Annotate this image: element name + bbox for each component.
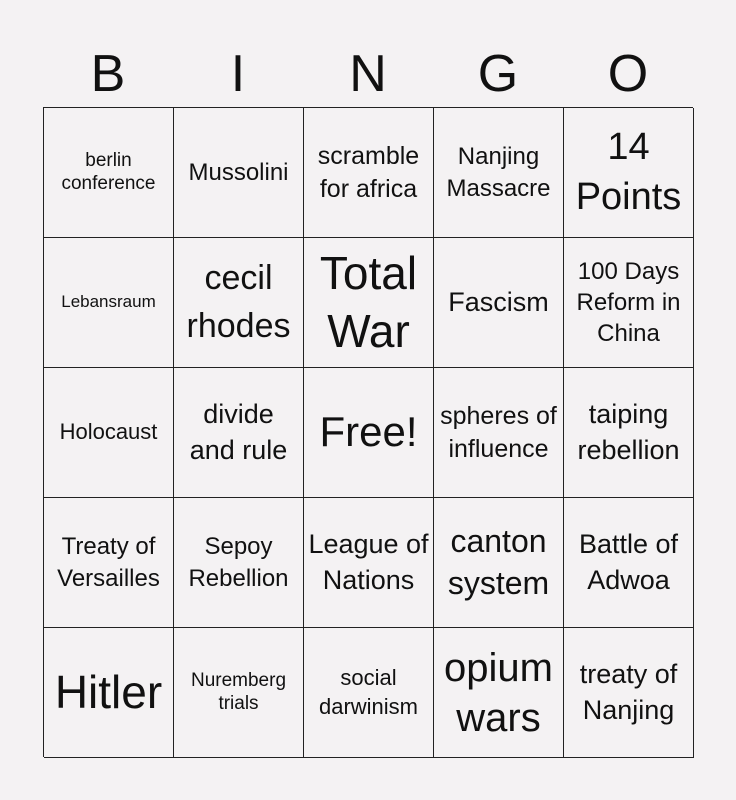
cell-label: Fascism: [448, 286, 549, 317]
bingo-cell[interactable]: [434, 368, 564, 498]
cell-label: Nuremberg trials: [190, 669, 287, 714]
bingo-header: [43, 40, 693, 108]
bingo-cell[interactable]: [564, 368, 694, 498]
bingo-cell[interactable]: [44, 498, 174, 628]
bingo-cell[interactable]: [564, 498, 694, 628]
cell-label: canton system: [447, 522, 550, 601]
cell-label: divide and rule: [189, 398, 288, 465]
cell-label: Treaty of Versailles: [57, 533, 160, 592]
bingo-cell[interactable]: [44, 238, 174, 368]
header-letter-i: I: [230, 45, 246, 103]
cell-label: League of Nations: [308, 528, 429, 595]
cell-label: Sepoy Rebellion: [188, 533, 289, 592]
cell-label: Battle of Adwoa: [578, 528, 679, 595]
cell-label: scramble for africa: [317, 141, 420, 203]
header-letter-b: B: [90, 45, 126, 103]
cell-label: Hitler: [54, 665, 163, 718]
bingo-cell[interactable]: [174, 238, 304, 368]
bingo-cell[interactable]: [44, 108, 174, 238]
cell-label: Mussolini: [188, 158, 289, 186]
header-letter-o: O: [607, 45, 649, 103]
bingo-cell[interactable]: [44, 628, 174, 758]
cell-label: taiping rebellion: [577, 398, 680, 465]
cell-label: treaty of Nanjing: [579, 658, 678, 725]
cell-label: 14 Points: [575, 126, 682, 218]
bingo-cell[interactable]: [174, 108, 304, 238]
bingo-cell[interactable]: [564, 108, 694, 238]
bingo-cell[interactable]: [174, 368, 304, 498]
cell-label: spheres of influence: [440, 401, 557, 463]
bingo-cell[interactable]: [434, 108, 564, 238]
bingo-cell[interactable]: [564, 238, 694, 368]
bingo-cell[interactable]: [304, 108, 434, 238]
header-letter-g: G: [477, 45, 519, 103]
header-letter-n: N: [349, 45, 387, 103]
bingo-cell[interactable]: [564, 628, 694, 758]
cell-label: Lebansraum: [61, 292, 156, 312]
bingo-cell[interactable]: [434, 238, 564, 368]
cell-label: berlin conference: [61, 149, 156, 194]
bingo-cell[interactable]: [174, 498, 304, 628]
cell-label: Nanjing Massacre: [446, 143, 551, 202]
cell-label: social darwinism: [318, 664, 419, 719]
cell-label: Free!: [319, 408, 418, 456]
bingo-cell[interactable]: [304, 628, 434, 758]
cell-label: 100 Days Reform in China: [576, 257, 681, 348]
bingo-cell[interactable]: [434, 498, 564, 628]
cell-label: cecil rhodes: [186, 258, 291, 345]
cell-label: opium wars: [444, 645, 553, 740]
bingo-cell[interactable]: [174, 628, 304, 758]
free-space-cell[interactable]: [304, 368, 434, 498]
bingo-cell[interactable]: [44, 368, 174, 498]
bingo-cell[interactable]: [304, 238, 434, 368]
bingo-cell[interactable]: [434, 628, 564, 758]
cell-label: Holocaust: [59, 419, 158, 445]
bingo-cell[interactable]: [304, 498, 434, 628]
bingo-card: [43, 107, 693, 757]
cell-label: Total War: [319, 247, 418, 357]
